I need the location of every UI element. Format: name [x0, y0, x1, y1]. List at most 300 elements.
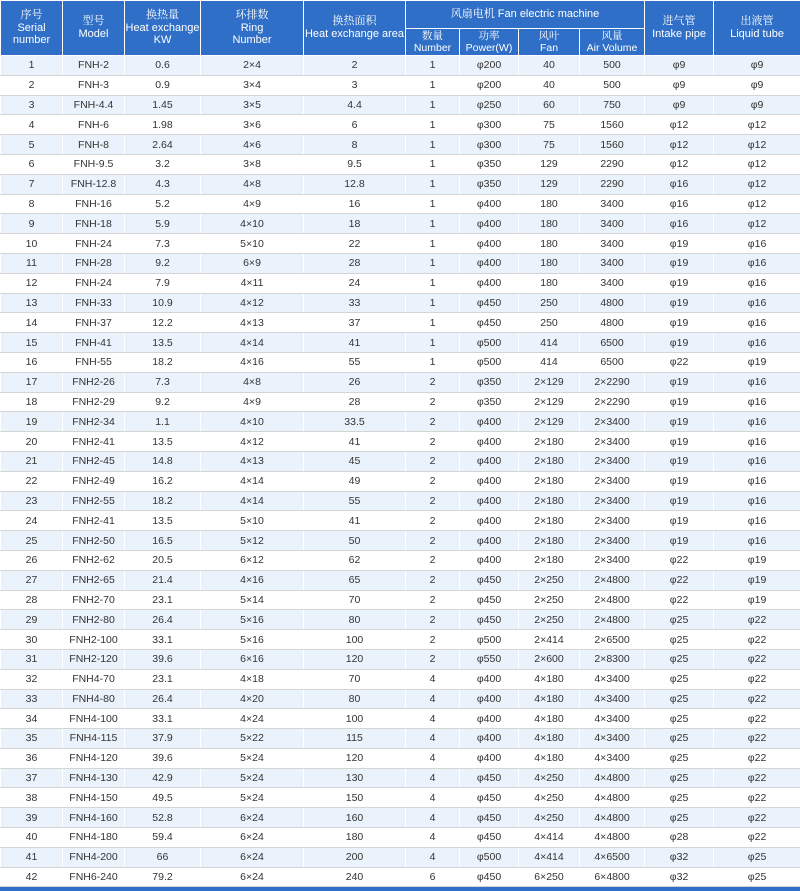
serial-cell: 15 — [1, 333, 63, 353]
area-cell: 200 — [304, 847, 406, 867]
model-cell: FNH-41 — [63, 333, 125, 353]
fan-power-cell: φ250 — [460, 95, 519, 115]
liquid-tube-cell: φ22 — [714, 669, 800, 689]
liquid-tube-cell: φ12 — [714, 214, 800, 234]
ring-number-cell: 4×13 — [201, 313, 304, 333]
intake-pipe-cell: φ25 — [645, 669, 714, 689]
table-row — [1, 313, 800, 333]
fan-blade-cell: 129 — [519, 154, 580, 174]
model-cell: FNH-2 — [63, 56, 125, 76]
fan-number-cell: 4 — [406, 669, 460, 689]
model-cell: FNH2-70 — [63, 590, 125, 610]
fan-number-cell: 2 — [406, 491, 460, 511]
serial-cell: 1 — [1, 56, 63, 76]
fan-blade-cell: 60 — [519, 95, 580, 115]
heat-exchange-cell: 21.4 — [125, 570, 201, 590]
table-row — [1, 352, 800, 372]
fan-power-cell: φ300 — [460, 115, 519, 135]
fan-number-cell: 1 — [406, 154, 460, 174]
fan-power-cell: φ450 — [460, 828, 519, 848]
air-volume-cell: 2×3400 — [580, 491, 645, 511]
fan-blade-cell: 2×250 — [519, 590, 580, 610]
heat-exchange-cell: 1.1 — [125, 412, 201, 432]
fan-power-cell: φ400 — [460, 709, 519, 729]
model-cell: FNH2-50 — [63, 531, 125, 551]
fan-blade-cell: 180 — [519, 253, 580, 273]
intake-pipe-cell: φ22 — [645, 550, 714, 570]
fan-blade-cell: 2×180 — [519, 432, 580, 452]
table-row — [1, 590, 800, 610]
serial-cell: 11 — [1, 253, 63, 273]
fan-power-cell: φ400 — [460, 432, 519, 452]
liquid-tube-cell: φ25 — [714, 847, 800, 867]
serial-cell: 24 — [1, 511, 63, 531]
table-row — [1, 491, 800, 511]
table-row — [1, 273, 800, 293]
fan-blade-cell: 2×250 — [519, 610, 580, 630]
fan-blade-cell: 414 — [519, 333, 580, 353]
fan-number-cell: 2 — [406, 590, 460, 610]
ring-number-cell: 6×24 — [201, 847, 304, 867]
fan-blade-cell: 4×250 — [519, 808, 580, 828]
model-cell: FNH4-115 — [63, 729, 125, 749]
liquid-tube-cell: φ12 — [714, 115, 800, 135]
heat-exchange-cell: 9.2 — [125, 392, 201, 412]
liquid-tube-cell: φ16 — [714, 372, 800, 392]
heat-exchange-cell: 79.2 — [125, 867, 201, 887]
fan-power-cell: φ350 — [460, 392, 519, 412]
fan-number-cell: 4 — [406, 828, 460, 848]
area-cell: 80 — [304, 689, 406, 709]
fan-power-cell: φ400 — [460, 234, 519, 254]
area-cell: 18 — [304, 214, 406, 234]
area-cell: 3 — [304, 75, 406, 95]
fan-blade-cell: 4×414 — [519, 828, 580, 848]
fan-blade-cell: 2×180 — [519, 451, 580, 471]
fan-number-cell: 2 — [406, 412, 460, 432]
area-cell: 33.5 — [304, 412, 406, 432]
table-row — [1, 372, 800, 392]
air-volume-cell: 2×3400 — [580, 511, 645, 531]
heat-exchange-cell: 7.9 — [125, 273, 201, 293]
liquid-tube-cell: φ22 — [714, 709, 800, 729]
area-cell: 100 — [304, 709, 406, 729]
area-cell: 6 — [304, 115, 406, 135]
fan-blade-cell: 4×180 — [519, 729, 580, 749]
ring-number-cell: 4×13 — [201, 451, 304, 471]
liquid-tube-cell: φ25 — [714, 867, 800, 887]
intake-pipe-cell: φ22 — [645, 590, 714, 610]
area-cell: 120 — [304, 649, 406, 669]
serial-cell: 33 — [1, 689, 63, 709]
heat-exchange-cell: 9.2 — [125, 253, 201, 273]
fan-blade-cell: 75 — [519, 115, 580, 135]
model-cell: FNH4-80 — [63, 689, 125, 709]
model-cell: FNH-55 — [63, 352, 125, 372]
serial-cell: 7 — [1, 174, 63, 194]
model-cell: FNH4-200 — [63, 847, 125, 867]
liquid-tube-cell: φ9 — [714, 75, 800, 95]
fan-power-cell: φ400 — [460, 491, 519, 511]
table-row — [1, 808, 800, 828]
liquid-tube-cell: φ12 — [714, 154, 800, 174]
area-cell: 49 — [304, 471, 406, 491]
serial-cell: 9 — [1, 214, 63, 234]
area-cell: 62 — [304, 550, 406, 570]
intake-pipe-cell: φ19 — [645, 333, 714, 353]
serial-cell: 25 — [1, 531, 63, 551]
heat-exchange-cell: 59.4 — [125, 828, 201, 848]
serial-cell: 21 — [1, 451, 63, 471]
model-cell: FNH4-130 — [63, 768, 125, 788]
air-volume-cell: 4×3400 — [580, 729, 645, 749]
fan-power-cell: φ400 — [460, 214, 519, 234]
heat-exchange-cell: 49.5 — [125, 788, 201, 808]
serial-cell: 36 — [1, 748, 63, 768]
air-volume-cell: 3400 — [580, 234, 645, 254]
header-air-volume: 风量 Air Volume — [580, 29, 645, 56]
heat-exchange-cell: 26.4 — [125, 689, 201, 709]
area-cell: 33 — [304, 293, 406, 313]
ring-number-cell: 4×20 — [201, 689, 304, 709]
fan-number-cell: 2 — [406, 471, 460, 491]
area-cell: 50 — [304, 531, 406, 551]
liquid-tube-cell: φ22 — [714, 788, 800, 808]
liquid-tube-cell: φ16 — [714, 234, 800, 254]
fan-power-cell: φ500 — [460, 847, 519, 867]
table-footer-bar — [0, 887, 800, 891]
fan-power-cell: φ350 — [460, 154, 519, 174]
air-volume-cell: 2×3400 — [580, 432, 645, 452]
area-cell: 180 — [304, 828, 406, 848]
table-row — [1, 550, 800, 570]
area-cell: 41 — [304, 333, 406, 353]
heat-exchange-cell: 5.9 — [125, 214, 201, 234]
serial-cell: 38 — [1, 788, 63, 808]
heat-exchange-cell: 7.3 — [125, 234, 201, 254]
serial-cell: 30 — [1, 630, 63, 650]
liquid-tube-cell: φ22 — [714, 630, 800, 650]
intake-pipe-cell: φ19 — [645, 412, 714, 432]
intake-pipe-cell: φ19 — [645, 313, 714, 333]
fan-number-cell: 4 — [406, 768, 460, 788]
fan-power-cell: φ400 — [460, 412, 519, 432]
air-volume-cell: 6500 — [580, 352, 645, 372]
intake-pipe-cell: φ25 — [645, 610, 714, 630]
model-cell: FNH-12.8 — [63, 174, 125, 194]
serial-cell: 12 — [1, 273, 63, 293]
heat-exchange-cell: 2.64 — [125, 135, 201, 155]
liquid-tube-cell: φ22 — [714, 610, 800, 630]
area-cell: 4.4 — [304, 95, 406, 115]
heat-exchange-cell: 23.1 — [125, 669, 201, 689]
fan-number-cell: 1 — [406, 333, 460, 353]
fan-blade-cell: 414 — [519, 352, 580, 372]
fan-power-cell: φ350 — [460, 372, 519, 392]
ring-number-cell: 4×9 — [201, 392, 304, 412]
table-row — [1, 788, 800, 808]
liquid-tube-cell: φ12 — [714, 174, 800, 194]
air-volume-cell: 2×4800 — [580, 610, 645, 630]
intake-pipe-cell: φ25 — [645, 630, 714, 650]
model-cell: FNH2-62 — [63, 550, 125, 570]
fan-blade-cell: 4×414 — [519, 847, 580, 867]
liquid-tube-cell: φ22 — [714, 768, 800, 788]
ring-number-cell: 4×18 — [201, 669, 304, 689]
liquid-tube-cell: φ22 — [714, 748, 800, 768]
serial-cell: 14 — [1, 313, 63, 333]
fan-power-cell: φ450 — [460, 590, 519, 610]
fan-power-cell: φ450 — [460, 570, 519, 590]
heat-exchange-cell: 37.9 — [125, 729, 201, 749]
model-cell: FNH-24 — [63, 234, 125, 254]
liquid-tube-cell: φ16 — [714, 471, 800, 491]
heat-exchange-cell: 13.5 — [125, 432, 201, 452]
area-cell: 26 — [304, 372, 406, 392]
fan-power-cell: φ400 — [460, 194, 519, 214]
model-cell: FNH2-49 — [63, 471, 125, 491]
model-cell: FNH2-41 — [63, 511, 125, 531]
ring-number-cell: 4×8 — [201, 174, 304, 194]
table-row — [1, 154, 800, 174]
area-cell: 70 — [304, 669, 406, 689]
serial-cell: 13 — [1, 293, 63, 313]
liquid-tube-cell: φ19 — [714, 550, 800, 570]
area-cell: 2 — [304, 56, 406, 76]
liquid-tube-cell: φ16 — [714, 293, 800, 313]
intake-pipe-cell: φ19 — [645, 253, 714, 273]
heat-exchange-cell: 33.1 — [125, 709, 201, 729]
fan-blade-cell: 180 — [519, 194, 580, 214]
intake-pipe-cell: φ19 — [645, 451, 714, 471]
table-row — [1, 432, 800, 452]
fan-blade-cell: 75 — [519, 135, 580, 155]
fan-blade-cell: 180 — [519, 214, 580, 234]
intake-pipe-cell: φ25 — [645, 709, 714, 729]
fan-power-cell: φ500 — [460, 352, 519, 372]
table-row — [1, 95, 800, 115]
fan-number-cell: 1 — [406, 234, 460, 254]
fan-blade-cell: 250 — [519, 293, 580, 313]
fan-number-cell: 1 — [406, 174, 460, 194]
fan-number-cell: 2 — [406, 451, 460, 471]
fan-number-cell: 2 — [406, 610, 460, 630]
table-row — [1, 115, 800, 135]
header-fan-number: 数量 Number — [406, 29, 460, 56]
fan-number-cell: 1 — [406, 56, 460, 76]
heat-exchange-cell: 52.8 — [125, 808, 201, 828]
model-cell: FNH-33 — [63, 293, 125, 313]
fan-power-cell: φ400 — [460, 471, 519, 491]
fan-number-cell: 2 — [406, 630, 460, 650]
table-row — [1, 333, 800, 353]
table-row — [1, 451, 800, 471]
liquid-tube-cell: φ22 — [714, 649, 800, 669]
header-serial-number: 序号 Serial number — [1, 1, 63, 56]
fan-blade-cell: 2×414 — [519, 630, 580, 650]
heat-exchange-cell: 1.45 — [125, 95, 201, 115]
intake-pipe-cell: φ28 — [645, 828, 714, 848]
intake-pipe-cell: φ32 — [645, 867, 714, 887]
table-row — [1, 174, 800, 194]
area-cell: 22 — [304, 234, 406, 254]
heat-exchange-cell: 4.3 — [125, 174, 201, 194]
liquid-tube-cell: φ16 — [714, 313, 800, 333]
air-volume-cell: 4×3400 — [580, 689, 645, 709]
intake-pipe-cell: φ25 — [645, 788, 714, 808]
header-fan-electric-machine: 风扇电机 Fan electric machine — [406, 1, 645, 29]
serial-cell: 19 — [1, 412, 63, 432]
fan-blade-cell: 4×180 — [519, 709, 580, 729]
fan-power-cell: φ400 — [460, 729, 519, 749]
area-cell: 65 — [304, 570, 406, 590]
fan-power-cell: φ450 — [460, 313, 519, 333]
ring-number-cell: 4×11 — [201, 273, 304, 293]
fan-number-cell: 2 — [406, 570, 460, 590]
heat-exchange-cell: 20.5 — [125, 550, 201, 570]
fan-number-cell: 1 — [406, 352, 460, 372]
model-cell: FNH2-65 — [63, 570, 125, 590]
ring-number-cell: 5×10 — [201, 234, 304, 254]
table-row — [1, 689, 800, 709]
serial-cell: 27 — [1, 570, 63, 590]
serial-cell: 28 — [1, 590, 63, 610]
fan-number-cell: 1 — [406, 273, 460, 293]
intake-pipe-cell: φ25 — [645, 649, 714, 669]
air-volume-cell: 4×4800 — [580, 768, 645, 788]
liquid-tube-cell: φ12 — [714, 135, 800, 155]
serial-cell: 16 — [1, 352, 63, 372]
ring-number-cell: 5×16 — [201, 610, 304, 630]
ring-number-cell: 4×12 — [201, 293, 304, 313]
fan-number-cell: 4 — [406, 847, 460, 867]
liquid-tube-cell: φ16 — [714, 432, 800, 452]
intake-pipe-cell: φ19 — [645, 273, 714, 293]
air-volume-cell: 4×4800 — [580, 828, 645, 848]
fan-number-cell: 2 — [406, 511, 460, 531]
model-cell: FNH-3 — [63, 75, 125, 95]
liquid-tube-cell: φ19 — [714, 570, 800, 590]
area-cell: 100 — [304, 630, 406, 650]
liquid-tube-cell: φ22 — [714, 808, 800, 828]
table-row — [1, 847, 800, 867]
air-volume-cell: 1560 — [580, 135, 645, 155]
air-volume-cell: 2×4800 — [580, 590, 645, 610]
serial-cell: 32 — [1, 669, 63, 689]
fan-power-cell: φ400 — [460, 511, 519, 531]
heat-exchange-cell: 12.2 — [125, 313, 201, 333]
table-row — [1, 471, 800, 491]
table-row — [1, 570, 800, 590]
serial-cell: 40 — [1, 828, 63, 848]
air-volume-cell: 4×3400 — [580, 709, 645, 729]
heat-exchange-cell: 10.9 — [125, 293, 201, 313]
intake-pipe-cell: φ25 — [645, 748, 714, 768]
fan-blade-cell: 2×180 — [519, 491, 580, 511]
area-cell: 120 — [304, 748, 406, 768]
air-volume-cell: 2×3400 — [580, 550, 645, 570]
fan-number-cell: 2 — [406, 372, 460, 392]
air-volume-cell: 3400 — [580, 273, 645, 293]
table-row — [1, 669, 800, 689]
air-volume-cell: 3400 — [580, 194, 645, 214]
area-cell: 70 — [304, 590, 406, 610]
header-model: 型号 Model — [63, 1, 125, 56]
serial-cell: 2 — [1, 75, 63, 95]
table-row — [1, 867, 800, 887]
air-volume-cell: 4×4800 — [580, 788, 645, 808]
fan-power-cell: φ400 — [460, 253, 519, 273]
liquid-tube-cell: φ16 — [714, 273, 800, 293]
fan-power-cell: φ450 — [460, 788, 519, 808]
liquid-tube-cell: φ12 — [714, 194, 800, 214]
fan-blade-cell: 250 — [519, 313, 580, 333]
ring-number-cell: 4×14 — [201, 491, 304, 511]
heat-exchange-cell: 39.6 — [125, 748, 201, 768]
table-row — [1, 194, 800, 214]
fan-number-cell: 4 — [406, 709, 460, 729]
model-cell: FNH2-120 — [63, 649, 125, 669]
intake-pipe-cell: φ19 — [645, 392, 714, 412]
fan-blade-cell: 2×180 — [519, 471, 580, 491]
air-volume-cell: 4×4800 — [580, 808, 645, 828]
fan-power-cell: φ400 — [460, 451, 519, 471]
liquid-tube-cell: φ9 — [714, 95, 800, 115]
fan-number-cell: 2 — [406, 432, 460, 452]
ring-number-cell: 4×24 — [201, 709, 304, 729]
fan-power-cell: φ400 — [460, 748, 519, 768]
area-cell: 80 — [304, 610, 406, 630]
air-volume-cell: 750 — [580, 95, 645, 115]
fan-power-cell: φ500 — [460, 333, 519, 353]
ring-number-cell: 4×10 — [201, 412, 304, 432]
liquid-tube-cell: φ16 — [714, 511, 800, 531]
table-row — [1, 709, 800, 729]
area-cell: 41 — [304, 511, 406, 531]
air-volume-cell: 4800 — [580, 313, 645, 333]
model-cell: FNH-6 — [63, 115, 125, 135]
area-cell: 28 — [304, 253, 406, 273]
liquid-tube-cell: φ19 — [714, 352, 800, 372]
fan-blade-cell: 180 — [519, 234, 580, 254]
ring-number-cell: 3×6 — [201, 115, 304, 135]
fan-power-cell: φ450 — [460, 808, 519, 828]
ring-number-cell: 5×24 — [201, 788, 304, 808]
ring-number-cell: 4×12 — [201, 432, 304, 452]
intake-pipe-cell: φ25 — [645, 689, 714, 709]
table-row — [1, 214, 800, 234]
model-cell: FNH2-29 — [63, 392, 125, 412]
intake-pipe-cell: φ16 — [645, 194, 714, 214]
ring-number-cell: 4×16 — [201, 352, 304, 372]
ring-number-cell: 2×4 — [201, 56, 304, 76]
liquid-tube-cell: φ22 — [714, 729, 800, 749]
fan-blade-cell: 4×180 — [519, 689, 580, 709]
table-row — [1, 234, 800, 254]
liquid-tube-cell: φ16 — [714, 491, 800, 511]
ring-number-cell: 5×12 — [201, 531, 304, 551]
header-heat-exchange-area: 换热面积 Heat exchange area — [304, 1, 406, 56]
ring-number-cell: 6×12 — [201, 550, 304, 570]
liquid-tube-cell: φ16 — [714, 451, 800, 471]
heat-exchange-cell: 16.5 — [125, 531, 201, 551]
heat-exchange-cell: 23.1 — [125, 590, 201, 610]
heat-exchange-cell: 1.98 — [125, 115, 201, 135]
area-cell: 9.5 — [304, 154, 406, 174]
ring-number-cell: 6×24 — [201, 808, 304, 828]
intake-pipe-cell: φ19 — [645, 234, 714, 254]
table-header — [1, 1, 800, 56]
